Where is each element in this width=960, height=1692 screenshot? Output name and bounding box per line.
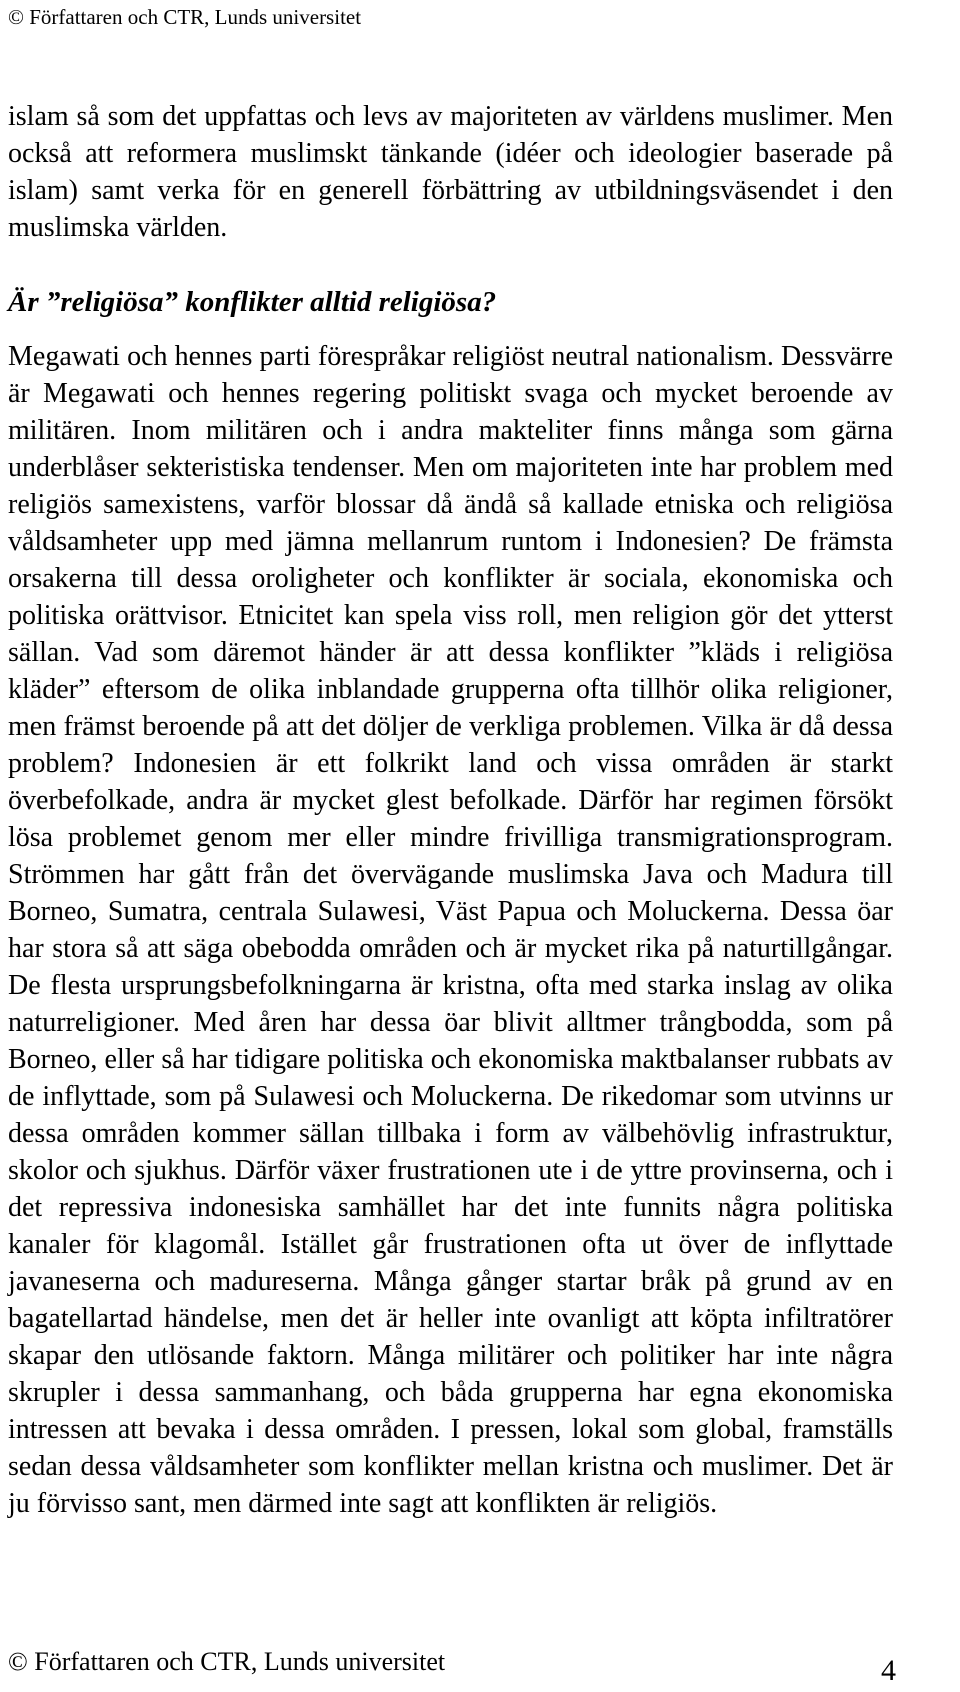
page-header: © Författaren och CTR, Lunds universitet (8, 5, 362, 29)
intro-paragraph: islam så som det uppfattas och levs av majoriteten av världens muslimer. Men också att reformera muslimskt tänkande (idéer och ideologier baserade på islam) samt verka för en generell förbättring av utbildningsväsendet i den muslimska världen. (8, 101, 893, 243)
body-paragraph: Megawati och hennes parti förespråkar religiöst neutral nationalism. Dessvärre är Megawati och hennes regering politiskt svaga och mycket beroende av militären. Inom militären och i andra makteliter finns många som gärna underblåser sekteristiska tendenser. Men om majoriteten inte har problem med religiös samexistens, varför blossar då ändå så kallade etniska och religiösa våldsamheter upp med jämna mellanrum runtom i Indonesien? De främsta orsakerna till dessa oroligheter och konflikter är sociala, ekonomiska och politiska orättvisor. Etnicitet kan spela viss roll, men religion gör det ytterst sällan. Vad som däremot händer är att dessa konflikter ”kläds i religiösa kläder” eftersom de olika inblandade grupperna ofta tillhör olika religioner, men främst beroende på att det döljer de verkliga problemen. Vilka är då dessa problem? Indonesien är ett folkrikt land och vissa områden är starkt överbefolkade, andra är mycket glest befolkade. Därför har regimen försökt lösa problemet genom mer eller mindre frivilliga transmigrationsprogram. Strömmen har gått från det övervägande muslimska Java och Madura till Borneo, Sumatra, centrala Sulawesi, Väst Papua och Moluckerna. Dessa öar har stora så att säga obebodda områden och är mycket rika på naturtillgångar. De flesta ursprungsbefolkningarna är kristna, ofta med starka inslag av olika naturreligioner. Med åren har dessa öar blivit alltmer trångbodda, som på Borneo, eller så har tidigare politiska och ekonomiska maktbalanser rubbats av de inflyttade, som på Sulawesi och Moluckerna. De rikedomar som utvinns ur dessa områden kommer sällan tillbaka i form av välbehövlig infrastruktur, skolor och sjukhus. Därför växer frustrationen ute i de yttre provinserna, och i det repressiva indonesiska samhället har det inte funnits några politiska kanaler för klagomål. Istället går frustrationen ofta ut över de inflyttade javaneserna och madureserna. Många gånger startar bråk på grund av en bagatellartad händelse, men det är heller inte ovanligt att köpta infiltratörer skapar den utlösande faktorn. Många militärer och politiker har inte några skrupler i dessa sammanhang, och båda grupperna har egna ekonomiska intressen att bevaka i dessa områden. I pressen, lokal som global, framställs sedan dessa våldsamheter som konflikter mellan kristna och muslimer. Det är ju förvisso sant, men därmed inte sagt att konflikten är religiös. (8, 341, 893, 1519)
page-number: 4 (881, 1654, 896, 1687)
page-footer: © Författaren och CTR, Lunds universitet (8, 1647, 446, 1676)
section-heading: Är ”religiösa” konflikter alltid religiösa? (8, 286, 497, 318)
document-body (8, 98, 893, 1522)
